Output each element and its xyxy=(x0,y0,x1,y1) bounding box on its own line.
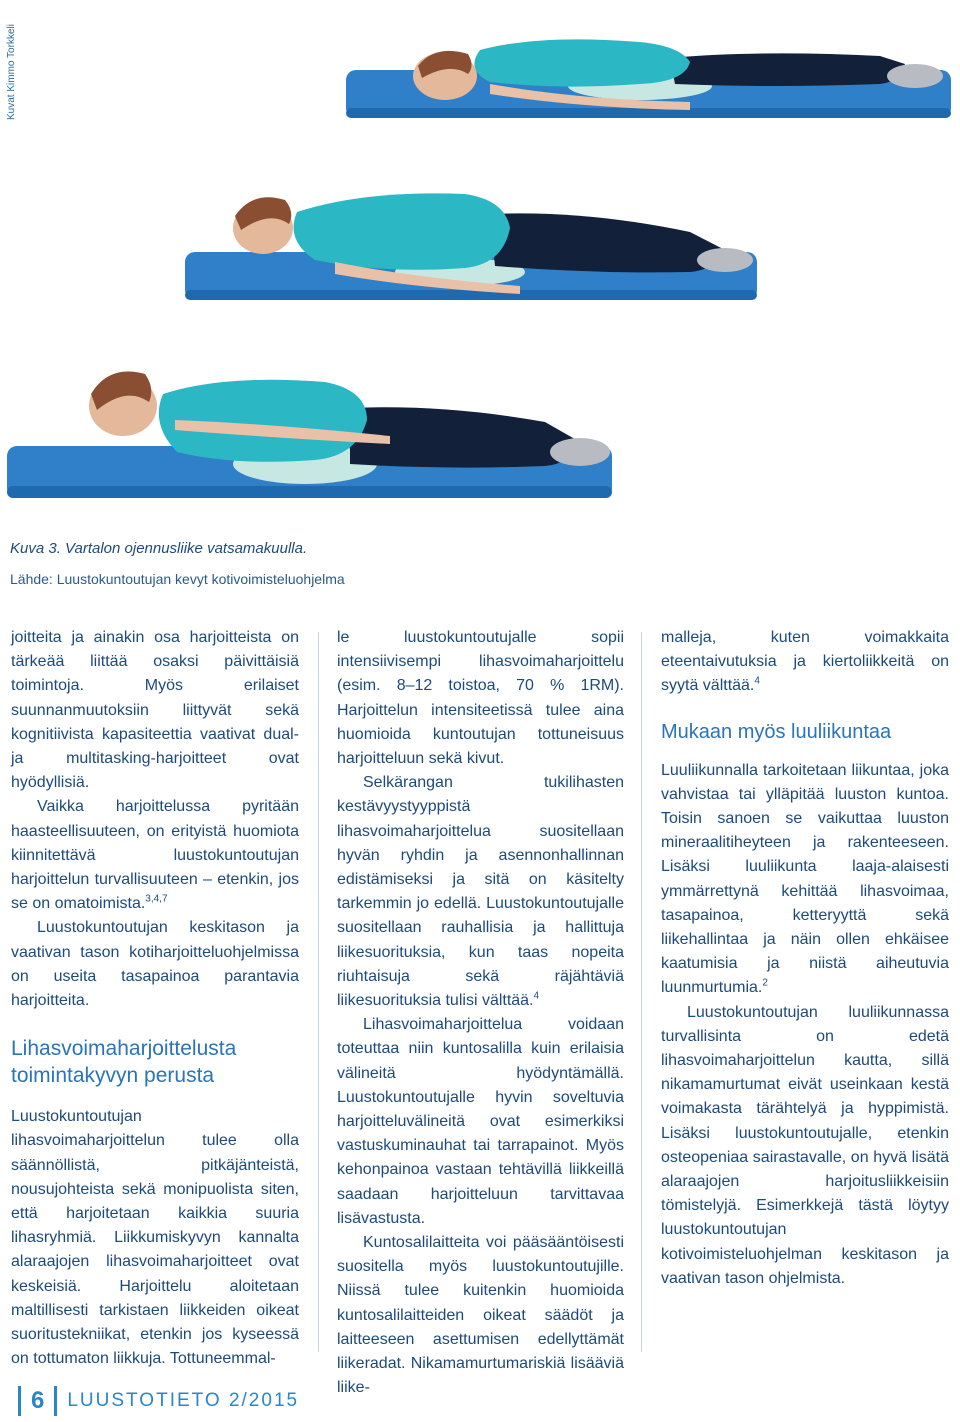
page-number: 6 xyxy=(31,1387,45,1414)
paragraph: Kuntosalilaitteita voi pääsääntöisesti suositella myös luustokuntoutujille. Niissä tulee kuitenkin huomioida kuntosalilaitteiden oikeat säädöt ja laitteeseen asettumisen edellyttämät liikeradat. Nikamamurtumariskiä lisääviä liike- xyxy=(337,1234,624,1397)
shirt xyxy=(294,193,510,269)
figure-source: Lähde: Luustokuntoutujan kevyt kotivoimisteluohjelma xyxy=(10,571,345,587)
shirt xyxy=(474,39,690,86)
section-heading: Lihasvoimaharjoittelusta toimintakyvyn perusta xyxy=(11,1037,237,1088)
text-column-2 xyxy=(337,626,624,1401)
trousers xyxy=(490,213,725,272)
footer-bar xyxy=(54,1386,57,1416)
trousers xyxy=(670,53,905,86)
reference-marker: 4 xyxy=(533,990,540,1002)
paragraph: le luustokuntoutujalle sopii intensiivisempi lihasvoimaharjoittelu (esim. 8–12 toistoa, 70 % 1RM). Harjoittelun intensiteetissä tulee aina huomioida kuntoutujan tottuneisuus harjoitteluun sekä kivut. xyxy=(337,629,624,768)
column-divider xyxy=(641,632,642,1352)
paragraph: joitteita ja ainakin osa harjoitteista on tärkeää liittää osaksi päivittäisiä toimintoja. Myös erilaiset suunnanmuutoksiin liittyvät sekä kognitiivista kapasiteettia vaativat dual- ja multitasking-harjoitteet ovat hyödyllisiä. xyxy=(11,629,299,792)
paragraph: Luuliikunnalla tarkoitetaan liikuntaa, joka vahvistaa tai ylläpitää luuston kuntoa. Toisin sanoen se vaikuttaa luuston mineraalitiheyteen ja rakenteeseen. Lisäksi luuliikunta laaja-alaisesti ymmärrettynä kehittää lihasvoimaa, tasapainoa, ketteryyttä sekä liikehallintaa ja näin ollen ehkäisee kaatumisia ja niistä aiheutuvia luunmurtumia.$^2$ xyxy=(661,761,949,997)
socks xyxy=(887,64,943,88)
exercise-photo-2 xyxy=(185,188,760,308)
socks xyxy=(697,248,753,272)
magazine-name: LUUSTOTIETO 2/2015 xyxy=(67,1390,300,1411)
page-footer xyxy=(18,1386,299,1416)
photo-credit: Kuvat Kimmo Torkkeli xyxy=(6,24,17,120)
text-column-3 xyxy=(661,626,949,1291)
paragraph: Luustokuntoutujan luuliikunnassa turvallisinta on edetä lihasvoimaharjoittelun kautta, sillä nikamamurtumat eivät useinkaan kestä voimakasta tärähtelyä ja hyppimistä. Lisäksi luustokuntoutujalle, etenkin osteopeniaa sairastavalle, on hyvä lisätä alaraajojen harjoitusliikkeisiin tömistelyjä. Esimerkkejä tästä löytyy luustokuntoutujan kotivoimisteluohjelman keskitason ja vaativan tason ohjelmista. xyxy=(661,1003,949,1287)
column-divider xyxy=(318,632,319,1352)
section-heading: Mukaan myös luuliikuntaa xyxy=(661,720,892,743)
paragraph: Selkärangan tukilihasten kestävyystyyppistä lihasvoimaharjoittelua suositellaan hyvän ryhdin ja asennonhallinnan edistämiseksi ja sitä on käsitelty tarkemmin jo edellä. Luustokuntoutujalle suositellaan rauhallisia ja hallittuja liikesuorituksia, kun taas nopeita riuhtaisuja sekä räjähtäviä liikesuorituksia tulisi välttää.$^4$ xyxy=(337,774,624,1010)
paragraph: Luustokuntoutujan lihasvoimaharjoittelun tulee olla säännöllistä, pitkäjänteistä, nousujohteista sekä monipuolista siten, että harjoitetaan kaikkia suuria lihasryhmiä. Liikkumiskyvyn kannalta alaraajojen lihasvoimaharjoitteet ovat keskeisiä. Harjoittelu aloitetaan maltillisesti tarkistaen liikkeiden oikeat suoritustekniikat, etenkin jos kyseessä on tottumaton liikkuja. Tottuneemmal- xyxy=(11,1108,299,1368)
reference-marker: 2 xyxy=(762,978,768,990)
figure-caption: Kuva 3. Vartalon ojennusliike vatsamakuulla. xyxy=(10,540,308,557)
exercise-photo-3 xyxy=(5,360,615,502)
text-column-1 xyxy=(11,626,299,1371)
reference-marker: 3,4,7 xyxy=(145,893,168,905)
exercise-photo-1 xyxy=(340,36,955,126)
paragraph: Lihasvoimaharjoittelua voidaan toteuttaa niin kuntosalilla kuin erilaisia välineitä hyödyntämällä. Luustokuntoutujalle hyvin soveltuvia harjoitteluvälineitä ovat esimerkiksi vastuskuminauhat tai tarrapainot. Myös kehonpainoa vastaan tehtävillä liikkeillä saadaan harjoitteluun tarvittavaa lisävastusta. xyxy=(337,1016,624,1227)
paragraph: Luustokuntoutujan keskitason ja vaativan tason kotiharjoitteluohjelmissa on useita tasapainoa parantavia harjoitteita. xyxy=(11,919,299,1010)
paragraph: malleja, kuten voimakkaita eteentaivutuksia ja kiertoliikkeitä on syytä välttää.$^4$ xyxy=(661,629,949,695)
paragraph: Vaikka harjoittelussa pyritään haasteellisuuteen, on erityistä huomiota kiinnitettävä luustokuntoutujan harjoittelun turvallisuuteen – etenkin, jos se on omatoimista.$^{3,4,7}$ xyxy=(11,798,299,913)
socks xyxy=(550,438,610,466)
reference-marker: 4 xyxy=(754,676,760,688)
footer-bar xyxy=(18,1386,21,1416)
